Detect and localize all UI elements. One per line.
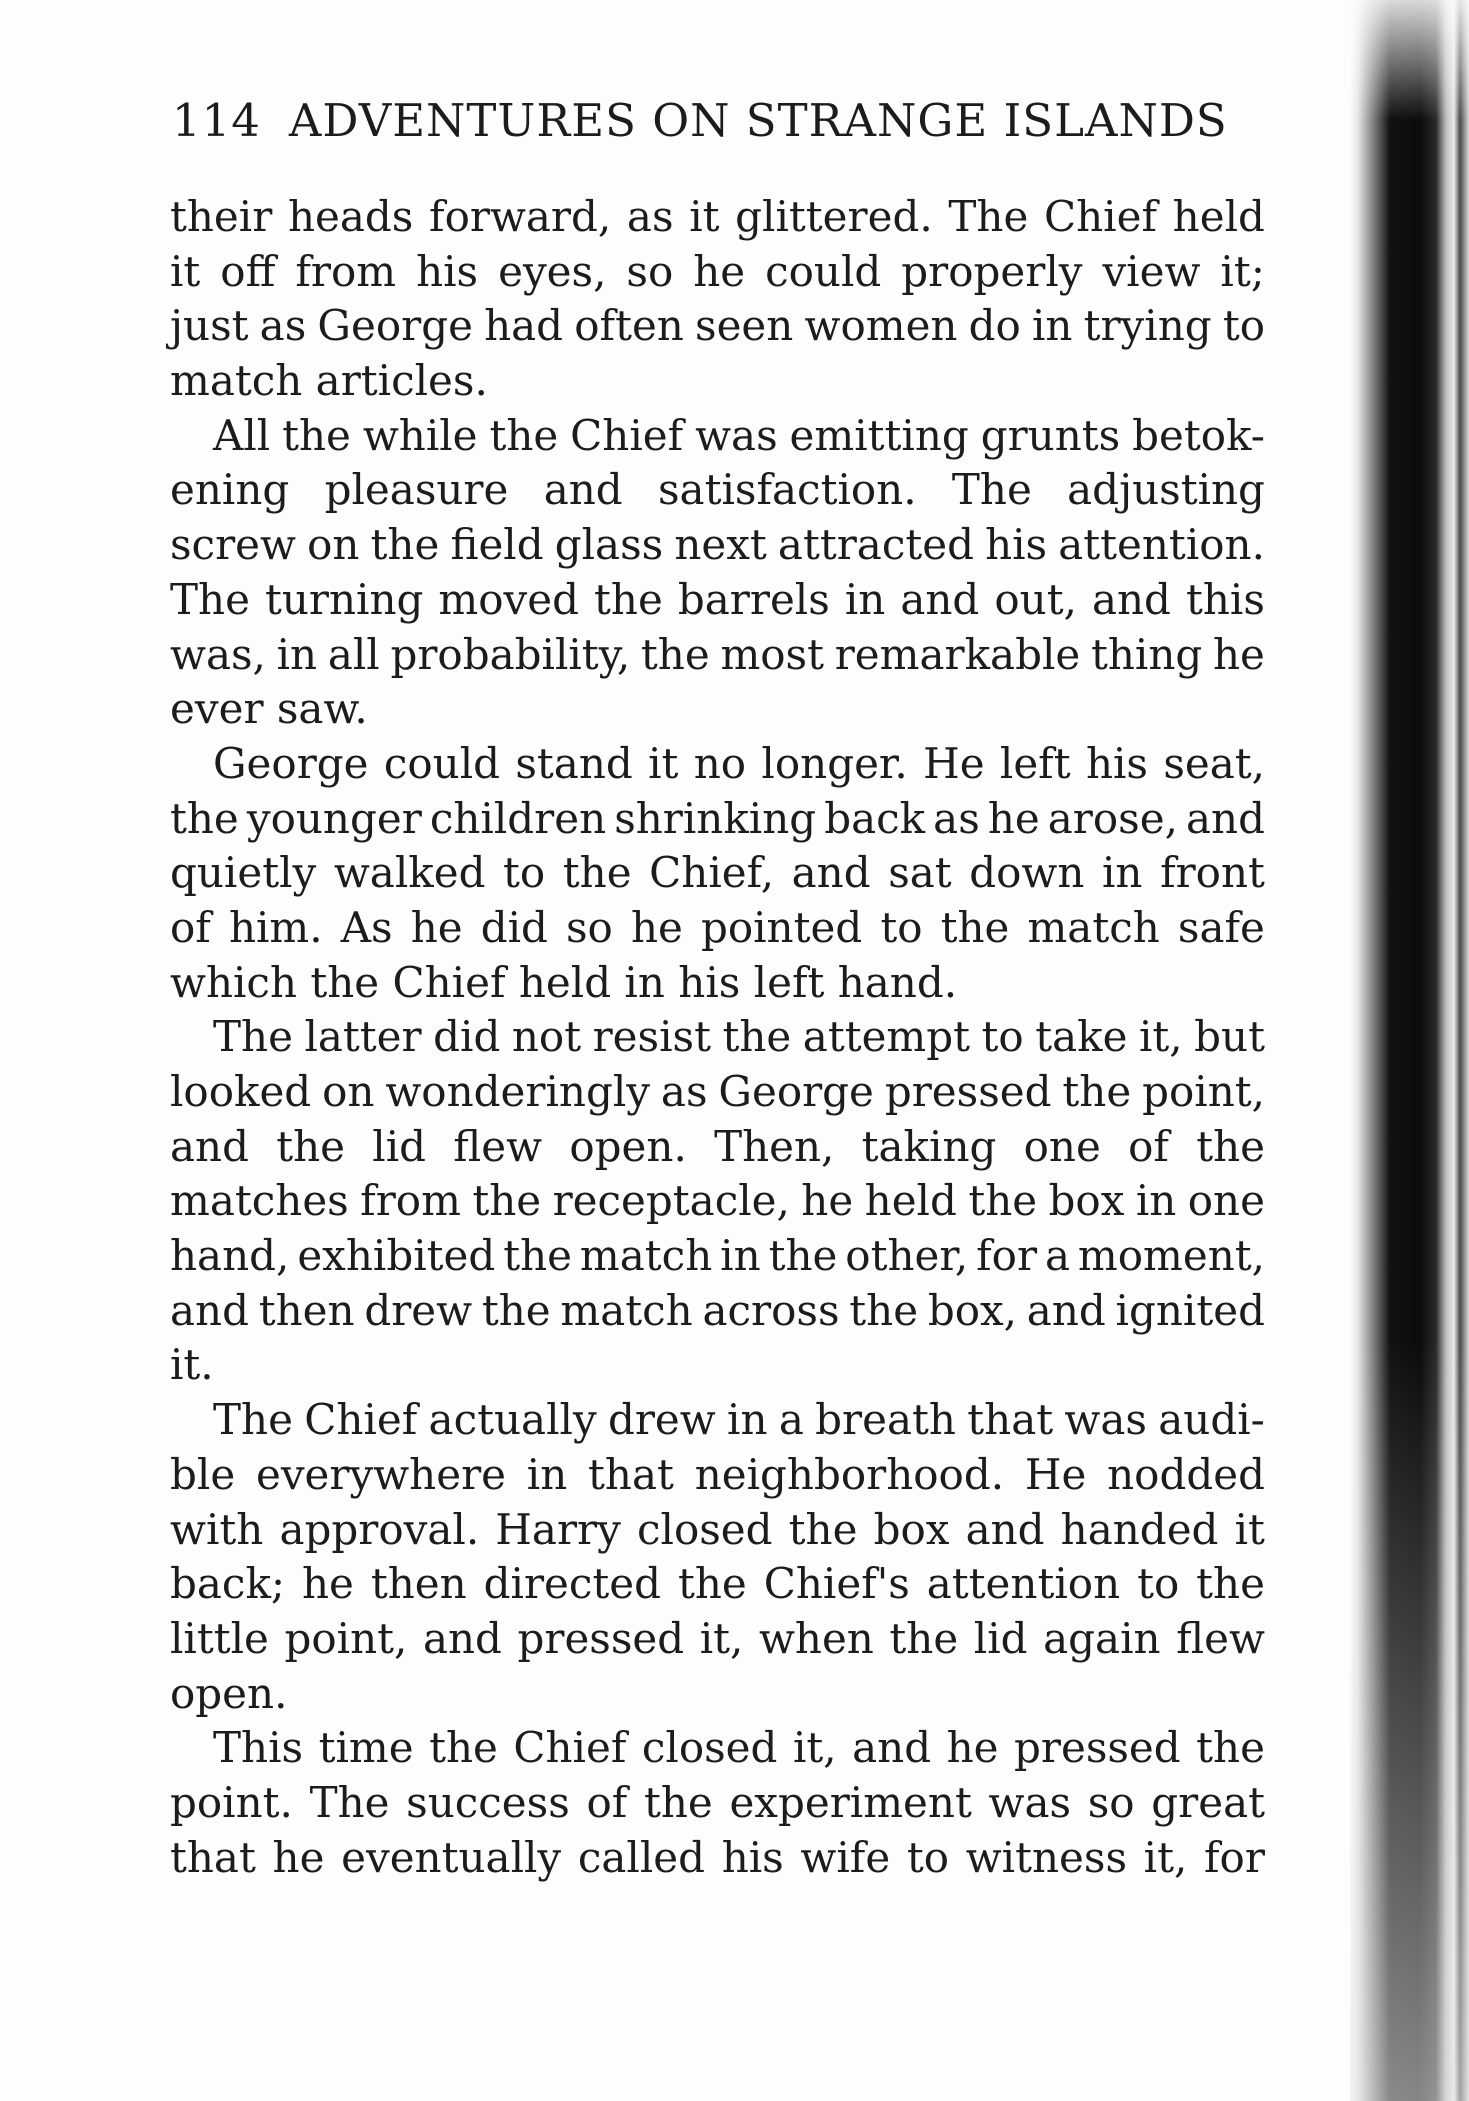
word: from <box>295 246 397 296</box>
text-line <box>170 409 1265 464</box>
word: back; <box>170 1559 286 1609</box>
word: and <box>791 848 871 898</box>
word: was <box>988 1777 1072 1827</box>
word: it <box>1234 1504 1265 1554</box>
word: open. <box>569 1121 687 1171</box>
text-line <box>170 1010 1265 1065</box>
word: witness <box>965 1832 1127 1882</box>
word: in <box>276 629 318 679</box>
text-line <box>170 1776 1265 1831</box>
word: did <box>433 1012 501 1062</box>
word: a <box>778 1395 804 1445</box>
word: Chief <box>513 1723 627 1773</box>
running-head <box>172 94 1252 147</box>
word: receptacle, <box>552 1176 790 1226</box>
word: turning <box>264 574 424 624</box>
word: on <box>322 1067 375 1116</box>
word: grunts <box>980 410 1121 460</box>
word: The <box>213 1012 293 1062</box>
word: do <box>968 301 1021 351</box>
word: off <box>220 246 276 296</box>
text-line <box>170 1503 1265 1558</box>
word: matches <box>170 1176 349 1226</box>
word: while <box>362 410 478 460</box>
text-line <box>170 1448 1265 1503</box>
word: experiment <box>729 1777 972 1827</box>
word: the <box>282 410 351 460</box>
word: it <box>648 738 679 788</box>
word: box <box>873 1504 950 1554</box>
word: was, <box>170 629 266 679</box>
word: moved <box>438 574 580 624</box>
word: the <box>1196 1723 1265 1773</box>
word: handed <box>1060 1504 1219 1554</box>
word: nodded <box>1107 1449 1265 1499</box>
word: the <box>1062 1067 1132 1116</box>
running-title: ADVENTURES ON STRANGE ISLANDS <box>288 94 1228 147</box>
word: taking <box>861 1121 997 1171</box>
word: drew <box>364 1285 473 1335</box>
word: and <box>170 1285 249 1335</box>
text-line <box>170 1393 1265 1448</box>
word: neighborhood. <box>694 1449 1005 1499</box>
word: and <box>900 574 980 624</box>
word: Then, <box>714 1121 835 1171</box>
word: pressed <box>1014 1723 1181 1773</box>
word: Chief's <box>763 1559 910 1609</box>
word: front <box>1160 848 1265 898</box>
word: across <box>702 1285 840 1335</box>
word: The <box>951 465 1032 515</box>
word: and <box>422 1613 502 1663</box>
word: as <box>660 1067 708 1116</box>
word: the <box>170 793 239 843</box>
text-line <box>170 299 1265 354</box>
word: pressed <box>884 1067 1052 1116</box>
word: stand <box>515 738 633 788</box>
text-line <box>170 518 1265 573</box>
word: as <box>259 301 307 351</box>
text-line <box>170 1557 1265 1612</box>
word: and <box>170 1121 249 1171</box>
word: was <box>1064 1395 1147 1445</box>
word: closed <box>636 1504 773 1554</box>
word: then <box>258 1285 355 1335</box>
word: wife <box>800 1832 891 1882</box>
word: time <box>318 1723 414 1773</box>
word: called <box>577 1832 706 1882</box>
word: sat <box>888 848 952 898</box>
word: to <box>1137 1559 1180 1609</box>
word: had <box>484 301 564 351</box>
word: approval. <box>279 1504 480 1554</box>
word: to <box>503 848 546 898</box>
word: the <box>276 1121 346 1171</box>
word: the <box>640 629 710 679</box>
word: he <box>410 902 463 952</box>
word: it; <box>1220 246 1265 296</box>
word: seen <box>695 301 794 351</box>
word: on <box>307 520 360 570</box>
word: George <box>718 1067 874 1116</box>
word: safe <box>1177 902 1265 952</box>
word: He <box>923 738 985 788</box>
word: it, <box>792 1723 837 1773</box>
word: The <box>213 1395 293 1445</box>
word: to <box>981 1012 1024 1062</box>
word: and <box>1026 1285 1106 1335</box>
word: little <box>170 1613 269 1663</box>
word: The <box>309 1777 390 1827</box>
word: attention. <box>1058 520 1265 570</box>
word: so <box>1087 1777 1135 1827</box>
word: was <box>695 410 778 460</box>
word: his <box>721 1832 784 1882</box>
text-line <box>170 1284 1265 1339</box>
word: longer. <box>761 738 908 788</box>
word: the <box>1196 1559 1265 1609</box>
word: the <box>788 1504 858 1554</box>
word: attempt <box>802 1012 971 1062</box>
word: in <box>720 1231 761 1281</box>
word: often <box>574 301 684 351</box>
word: could <box>383 738 501 788</box>
word: the <box>643 1777 713 1827</box>
word: other, <box>845 1231 969 1281</box>
word: flew <box>1176 1613 1265 1663</box>
word: point. <box>170 1777 293 1827</box>
word: screw <box>170 520 296 570</box>
word: the <box>429 1723 498 1773</box>
word: he <box>693 246 746 296</box>
word: the <box>1196 1121 1265 1171</box>
text-line <box>170 901 1265 956</box>
word: probability, <box>390 629 631 679</box>
word: pressed <box>517 1613 685 1663</box>
word: one <box>1023 1121 1101 1171</box>
word: audi- <box>1158 1395 1265 1445</box>
word: George <box>317 301 473 351</box>
word: closed <box>641 1723 778 1773</box>
word: ignited <box>1115 1285 1265 1335</box>
word: for <box>1204 1832 1265 1882</box>
word: could <box>765 246 882 296</box>
word: a <box>1044 1231 1070 1281</box>
word: As <box>340 902 393 952</box>
word: thing <box>1090 629 1203 679</box>
word: attention <box>926 1559 1121 1609</box>
word: in <box>1102 848 1143 898</box>
word: so <box>566 902 613 952</box>
word: the <box>940 902 1010 952</box>
word: that <box>588 1449 674 1499</box>
word: heads <box>287 192 414 241</box>
word: directed <box>483 1559 662 1609</box>
word: and <box>1185 793 1265 843</box>
text-line <box>170 1174 1265 1229</box>
word: it, <box>1143 1832 1188 1882</box>
word: properly <box>901 246 1083 296</box>
word: in <box>844 574 886 624</box>
word: him. <box>228 902 323 952</box>
text-line <box>170 245 1265 300</box>
word: This <box>213 1723 304 1773</box>
word: one <box>1187 1176 1265 1226</box>
word: his <box>1085 738 1148 788</box>
word: no <box>693 738 747 788</box>
text-line <box>170 1612 1265 1667</box>
word: actually <box>428 1395 597 1445</box>
text-line <box>170 846 1265 901</box>
text-line <box>170 1065 1265 1120</box>
word: the <box>768 1231 838 1281</box>
text-line: ever saw. <box>170 684 368 734</box>
word: match <box>1027 902 1160 952</box>
word: in <box>727 1395 768 1445</box>
word: as <box>933 793 980 843</box>
word: as <box>626 192 674 241</box>
word: younger <box>246 793 422 843</box>
word: success <box>406 1777 570 1827</box>
word: the <box>722 1012 792 1062</box>
word: the <box>677 1559 747 1609</box>
word: back <box>824 793 926 843</box>
word: of <box>1128 1121 1169 1171</box>
body-text <box>170 190 1265 1885</box>
word: that <box>967 1395 1054 1445</box>
word: resist <box>592 1012 711 1062</box>
word: betok- <box>1132 410 1265 460</box>
word: children <box>429 793 607 843</box>
word: drew <box>607 1395 716 1445</box>
word: for <box>976 1231 1038 1281</box>
word: again <box>1043 1613 1161 1663</box>
word: out, <box>994 574 1077 624</box>
word: match <box>560 1285 693 1335</box>
word: arose, <box>1047 793 1178 843</box>
word: held <box>1172 192 1265 241</box>
word: down <box>969 848 1085 898</box>
word: view <box>1102 246 1201 296</box>
word: eyes, <box>498 246 607 296</box>
word: breath <box>815 1395 956 1445</box>
text-line: which the Chief held in his left hand. <box>170 957 958 1007</box>
word: point, <box>1142 1067 1265 1116</box>
word: pleasure <box>324 465 509 515</box>
word: the <box>594 574 663 624</box>
word: he <box>302 1559 354 1609</box>
word: women <box>804 301 958 351</box>
word: Chief <box>570 410 684 460</box>
word: and <box>543 465 623 515</box>
word: the <box>968 1176 1038 1226</box>
word: Chief <box>304 1395 418 1445</box>
word: all <box>327 629 380 679</box>
word: satisfaction. <box>658 465 917 515</box>
word: he <box>1212 629 1265 679</box>
text-line <box>170 1120 1265 1175</box>
word: to <box>880 902 923 952</box>
text-line <box>170 1831 1265 1886</box>
word: it <box>170 246 201 296</box>
word: in <box>526 1449 568 1499</box>
word: then <box>370 1559 467 1609</box>
word: adjusting <box>1067 465 1265 515</box>
page-number: 114 <box>172 94 261 147</box>
word: flew <box>453 1121 543 1171</box>
word: Harry <box>495 1504 621 1554</box>
word: All <box>213 410 271 460</box>
word: latter <box>304 1012 422 1062</box>
word: moment, <box>1077 1231 1265 1281</box>
word: the <box>489 410 559 460</box>
word: the <box>562 848 632 898</box>
text-line <box>170 737 1265 792</box>
word: eventually <box>341 1832 562 1882</box>
word: his <box>985 520 1048 570</box>
text-line <box>170 628 1265 683</box>
word: that <box>170 1832 256 1882</box>
word: quietly <box>170 848 317 898</box>
gutter-fade-top <box>1350 0 1469 120</box>
word: box, <box>927 1285 1018 1335</box>
word: so <box>626 246 674 296</box>
word: barrels <box>677 574 830 624</box>
word: of <box>170 902 211 952</box>
word: Chief, <box>649 848 775 898</box>
word: He <box>1024 1449 1087 1499</box>
text-line: match articles. <box>170 356 488 406</box>
word: The <box>948 192 1029 241</box>
word: next <box>674 520 767 570</box>
word: in <box>1031 301 1073 351</box>
word: The <box>170 574 250 624</box>
word: lid <box>973 1613 1028 1663</box>
word: when <box>758 1613 874 1663</box>
word: it, <box>699 1613 744 1663</box>
word: glass <box>554 520 664 570</box>
word: remarkable <box>834 629 1081 679</box>
word: in <box>1135 1176 1177 1226</box>
word: it, <box>1138 1012 1183 1062</box>
word: and <box>852 1723 932 1773</box>
word: of <box>586 1777 628 1827</box>
word: he <box>987 793 1040 843</box>
word: emitting <box>789 410 969 460</box>
word: Chief <box>1043 192 1157 241</box>
word: just <box>170 301 249 351</box>
word: box <box>1048 1176 1125 1226</box>
word: from <box>360 1176 461 1226</box>
word: field <box>450 520 544 570</box>
text-line <box>170 190 1265 245</box>
word: he <box>801 1176 854 1226</box>
word: and <box>965 1504 1045 1554</box>
text-line <box>170 1229 1265 1284</box>
word: walked <box>333 848 486 898</box>
text-line <box>170 1721 1265 1776</box>
word: glittered. <box>735 192 933 241</box>
word: great <box>1151 1777 1265 1827</box>
text-line <box>170 792 1265 847</box>
text-line: open. <box>170 1668 288 1718</box>
word: not <box>511 1012 582 1062</box>
word: looked <box>170 1067 312 1116</box>
word: wonderingly <box>385 1067 650 1116</box>
word: pointed <box>700 902 863 952</box>
word: lid <box>372 1121 427 1171</box>
word: he <box>946 1723 999 1773</box>
word: but <box>1194 1012 1265 1062</box>
word: most <box>720 629 824 679</box>
word: did <box>480 902 548 952</box>
word: and <box>1091 574 1171 624</box>
word: the <box>889 1613 959 1663</box>
gutter-fade-bottom <box>1350 1341 1469 2101</box>
word: their <box>170 192 273 241</box>
word: take <box>1035 1012 1128 1062</box>
word: the <box>849 1285 919 1335</box>
word: left <box>999 738 1071 788</box>
word: this <box>1185 574 1265 624</box>
word: ening <box>170 465 290 515</box>
word: the <box>472 1176 542 1226</box>
word: forward, <box>429 192 612 241</box>
word: George <box>213 738 369 788</box>
word: ble <box>170 1449 236 1499</box>
word: with <box>170 1504 264 1554</box>
text-line: it. <box>170 1340 214 1390</box>
word: hand, <box>170 1231 290 1281</box>
word: the <box>481 1285 551 1335</box>
word: the <box>370 520 440 570</box>
word: shrinking <box>614 793 817 843</box>
word: it <box>689 192 720 241</box>
word: trying <box>1083 301 1212 351</box>
word: seat, <box>1163 738 1265 788</box>
word: everywhere <box>255 1449 506 1499</box>
word: his <box>416 246 479 296</box>
text-line <box>170 573 1265 628</box>
word: attracted <box>777 520 974 570</box>
word: he <box>630 902 683 952</box>
word: to <box>906 1832 950 1882</box>
word: he <box>272 1832 325 1882</box>
word: point, <box>284 1613 408 1663</box>
word: to <box>1222 301 1265 351</box>
word: the <box>503 1231 572 1281</box>
word: match <box>579 1231 713 1281</box>
word: held <box>864 1176 957 1226</box>
word: exhibited <box>297 1231 496 1281</box>
text-line <box>170 463 1265 518</box>
